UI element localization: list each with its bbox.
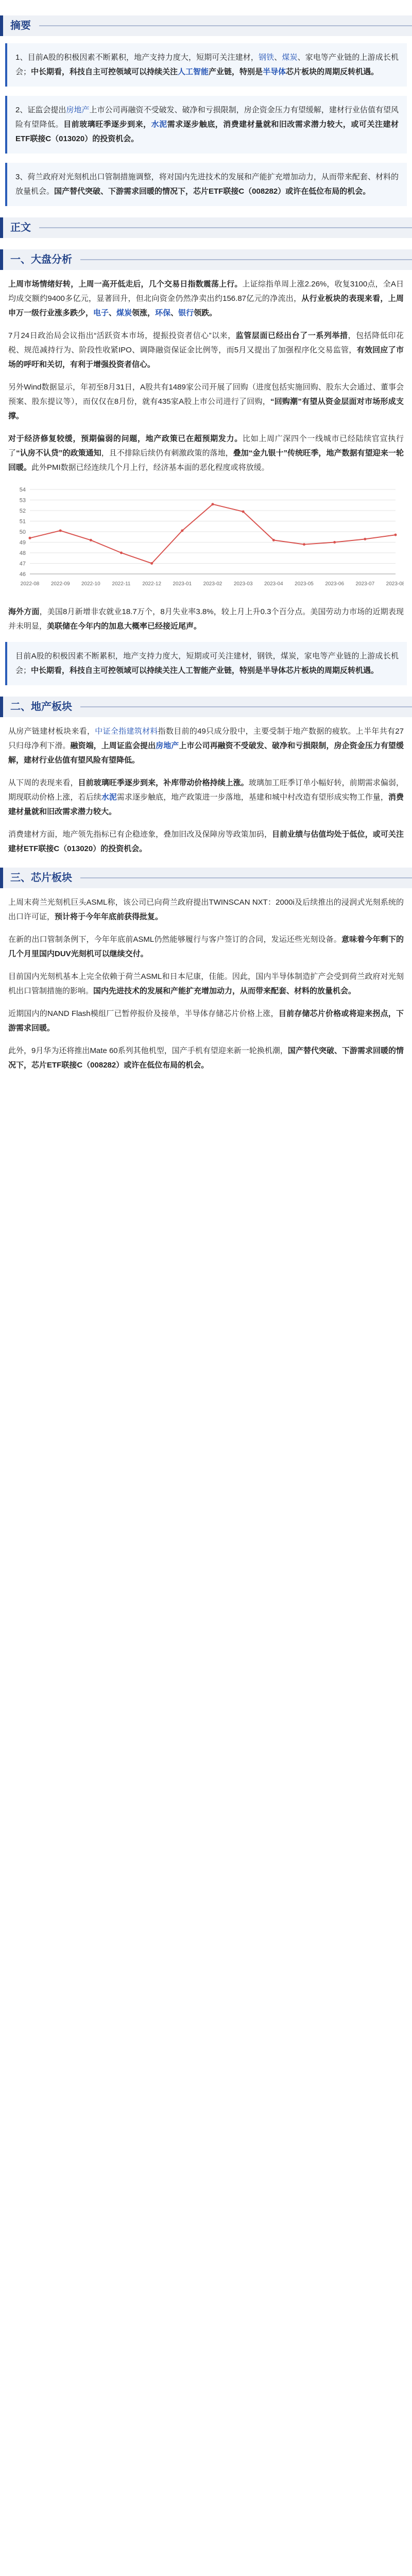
text-segment: 在新的出口管制条例下，今年年底前ASML仍然能够履行与客户签订的合同，发运还些光刻设备。 (8, 935, 341, 944)
text-segment: 目前玻璃旺季逐步到来，补库带动价格持续上涨。 (78, 778, 249, 787)
keyword-highlight[interactable]: 中证全指建筑材料 (95, 727, 158, 736)
x-tick-label: 2022-08 (20, 581, 40, 587)
text-segment: 此外PMI数据已经连续几个月上行，经济基本面的恶化程度或将放缓。 (31, 463, 269, 472)
y-tick-label: 47 (19, 561, 26, 567)
keyword-highlight: 房地产 (156, 741, 179, 750)
divider (39, 25, 412, 26)
section-title: 正文 (10, 222, 31, 233)
section-title: 三、芯片板块 (10, 872, 72, 884)
text-segment: 需求逐步触底，消费建材量就和旧改需求潜力较大，或可关注建材ETF联接C（013020）的投资机会。 (15, 120, 399, 143)
text-segment: 领跌。 (194, 309, 217, 317)
x-tick-label: 2023-06 (325, 581, 345, 587)
section-title: 摘要 (10, 20, 31, 31)
text-segment: 目前业绩与估值均处于低位，或可关注建材ETF联接C（013020）的投资机会。 (8, 830, 404, 853)
paragraph (8, 1007, 404, 1036)
section-header-summary (0, 15, 412, 36)
text-segment: 上市公司再融资不受破发、破净和亏损限制，房企资金压力有望缓解，建材行业估值有望风险有望降低。 (15, 106, 399, 129)
summary-point-3 (5, 163, 407, 206)
keyword-highlight: 煤炭 (116, 309, 132, 317)
x-tick-label: 2023-05 (295, 581, 314, 587)
macro-conclusion (5, 642, 407, 685)
text-segment: 此外，9月华为还将推出Mate 60系列其他机型，国产手机有望迎来新一轮换机潮， (8, 1046, 288, 1055)
text-segment: 1、目前A股的积极因素不断累积，地产支持力度大，短期可关注建材， (15, 53, 259, 62)
data-point (394, 534, 397, 536)
data-point (150, 562, 153, 565)
text-segment: 目前A股的积极因素不断累积，地产支持力度大，短期或可关注建材，钢铁，煤炭，家电等产业链的上游成长机会； (15, 652, 399, 675)
text-segment: 玻璃加工旺季订单小幅好转，前期需求偏弱，期现联动价格上涨，若后续 (8, 778, 404, 802)
data-point (333, 541, 336, 544)
text-segment: ，美国8月新增非农就业18.7万个，8月失业率3.8%，较上月上升0.3个百分点。美国劳动力市场的近期表现并未明显， (8, 607, 404, 631)
paragraph (8, 1044, 404, 1073)
text-segment: “认房不认贷”的政策通知 (16, 449, 101, 457)
data-point (181, 529, 183, 532)
data-point (242, 511, 245, 513)
text-segment: 上市公司再融资不受破发、破净和亏损限制，房企资金压力有望缓解，建材行业估值有望风险有望降低。 (8, 741, 404, 765)
text-segment: “活跃资本市场，提振投资者信心”以来， (94, 331, 236, 340)
y-tick-label: 53 (19, 497, 26, 504)
data-point (364, 538, 366, 540)
keyword-highlight: 半导体 (263, 67, 286, 76)
text-segment: 产业链，特别是 (209, 67, 263, 76)
text-segment: 监管层面已经出台了一系列举措 (235, 331, 348, 340)
keyword-highlight: 水泥 (151, 120, 167, 129)
text-segment: 芯片板块的周期反转机遇。 (286, 67, 379, 76)
text-segment: 国产替代突破、下游需求回暖的情况下，芯片ETF联接C（008282）或许在低位布局的机会。 (8, 1046, 404, 1070)
text-segment: 、 (170, 309, 179, 317)
text-segment: 预计将于今年年底前获得批复。 (55, 912, 163, 921)
x-tick-label: 2023-02 (203, 581, 222, 587)
text-segment: 国产替代突破、下游需求回暖的情况下，芯片ETF联接C（008282）或许在低位布局的机会。 (54, 187, 371, 196)
x-tick-label: 2023-01 (173, 581, 192, 587)
y-tick-label: 46 (19, 571, 26, 578)
x-tick-label: 2023-07 (355, 581, 375, 587)
keyword-highlight: 人工智能 (178, 67, 209, 76)
keyword-highlight: 银行 (178, 309, 194, 317)
text-segment: 上证综指单周上涨2.26%，收复3100点，全A日均成交额约9400多亿元，显著回升，但北向资金仍然净卖出约156.87亿元的净流出， (8, 280, 404, 303)
text-segment: 中长期看，科技自主可控领域可以持续关注 (31, 67, 178, 76)
text-segment: 海外方面 (8, 607, 40, 616)
y-tick-label: 52 (19, 508, 26, 514)
text-segment: 另外Wind数据显示，年初至8月31日，A股共有1489家公司开展了回购（进度包括实施回购、股东大会通过、董事会预案、股东提议等），而仅仅在8月份，就有435家A股上市公司进行了回购， (8, 383, 404, 406)
x-tick-label: 2023-08 (386, 581, 404, 587)
section-title: 二、地产板块 (10, 701, 72, 713)
text-segment: 有效回应了市场的呼吁和关切，有利于增强投资者信心。 (8, 346, 404, 369)
data-point (59, 529, 62, 532)
text-segment: 目前玻璃旺季逐步到来， (63, 120, 151, 129)
text-segment: 指数目前的49只成分股中，主要受制于地产数据的疲软。上半年共有27只归母净利下滑。 (8, 727, 404, 750)
article (0, 0, 412, 1096)
summary-point-2 (5, 96, 407, 154)
text-segment: 目前国内光刻机基本上完全依赖于荷兰ASML和日本尼康，佳能。因此，国内半导体制造扩产会受到荷兰政府对光刻机出口管制措施的影响。 (8, 972, 404, 995)
text-segment: 上周市场情绪好转，上周一高开低走后，几个交易日指数震荡上行。 (8, 280, 243, 289)
section-header-body (0, 217, 412, 238)
data-point (90, 539, 92, 541)
text-segment: 近期国内的NAND Flash模组厂已暂停报价及接单，半导体存储芯片价格上涨， (8, 1009, 279, 1018)
data-point (29, 537, 31, 539)
keyword-highlight: 水泥 (101, 793, 117, 802)
paragraph (8, 933, 404, 961)
divider (80, 877, 412, 878)
paragraph (8, 329, 404, 372)
divider (80, 706, 412, 707)
text-segment: 意味着今年剩下的几个月里国内DUV光刻机可以继续交付。 (8, 935, 404, 958)
keyword-highlight[interactable]: 煤炭 (282, 53, 298, 62)
section-header-realestate (0, 697, 412, 717)
data-point (303, 543, 305, 546)
text-segment: 对于经济修复较缓，预期偏弱的问题，地产政策已在超预期发力。 (8, 434, 243, 443)
paragraph (8, 895, 404, 924)
text-segment: ，包括降低印花税、规范减持行为、阶段性收紧IPO、调降融资保证金比例等，而5月又提出了加强程序化交易监管， (8, 331, 404, 354)
text-segment: 从行业板块的表现来看，上周申万一级行业涨多跌少， (8, 294, 404, 317)
paragraph (8, 970, 404, 998)
paragraph (8, 277, 404, 320)
text-segment: 比如上周广深四个一线城市已经陆续官宣执行了 (8, 434, 404, 457)
paragraph (8, 380, 404, 423)
keyword-highlight[interactable]: 房地产 (66, 106, 90, 114)
x-tick-label: 2022-09 (50, 581, 70, 587)
x-tick-label: 2022-10 (81, 581, 100, 587)
y-tick-label: 54 (19, 487, 26, 493)
text-segment: 、 (109, 309, 117, 317)
text-segment: 美联储在今年内的加息大概率已经接近尾声。 (47, 622, 202, 631)
y-tick-label: 51 (19, 518, 26, 525)
y-tick-label: 50 (19, 529, 26, 535)
keyword-highlight[interactable]: 钢铁 (259, 53, 274, 62)
line-chart (8, 483, 404, 591)
text-segment: 2、证监会提出 (15, 106, 66, 114)
data-point (212, 503, 214, 505)
text-segment: 目前存储芯片价格或将迎来拐点，下游需求回暖。 (8, 1009, 404, 1032)
keyword-highlight: 电子 (93, 309, 109, 317)
paragraph (8, 776, 404, 819)
section-title: 一、大盘分析 (10, 254, 72, 265)
x-tick-label: 2022-11 (112, 581, 131, 587)
pmi-chart (8, 483, 404, 597)
text-segment: 融资端，上周证监会提出 (70, 741, 156, 750)
text-segment: 需求逐步触底，地产政策进一步落地，基建和城中村改造有望形成实物工作量， (116, 793, 388, 802)
text-segment: ，且不排除后续仍有刺激政策的落地， (101, 449, 233, 457)
section-header-macro (0, 249, 412, 270)
x-tick-label: 2023-03 (233, 581, 253, 587)
text-segment: 消费建材方面，地产领先指标已有企稳迹象，叠加旧改及保障房等政策加码， (8, 830, 272, 839)
series-line (30, 504, 396, 564)
data-point (272, 539, 275, 541)
y-tick-label: 48 (19, 550, 26, 556)
paragraph (8, 605, 404, 634)
paragraph (8, 432, 404, 475)
text-segment: 中长期看，科技自主可控领域可以持续关注人工智能产业链，特别是半导体芯片板块的周期反转机遇。 (31, 666, 379, 675)
divider (39, 227, 412, 228)
text-segment: 、家电等产业链的上游成长机会； (15, 53, 399, 76)
text-segment: 上周末荷兰光刻机巨头ASML称，该公司已向荷兰政府提出TWINSCAN NXT：2000i及后续推出的浸润式光刻系统的出口许可证， (8, 898, 404, 921)
paragraph (8, 724, 404, 768)
text-segment: 3、荷兰政府对光刻机出口管制措施调整，将对国内先进技术的发展和产能扩充增加动力，从而带来配套、材料的放量机会。 (15, 173, 399, 196)
divider (80, 259, 412, 260)
keyword-highlight: 环保 (155, 309, 171, 317)
text-segment: 、 (274, 53, 282, 62)
section-header-chip (0, 868, 412, 888)
x-tick-label: 2022-12 (142, 581, 162, 587)
text-segment: 从下周的表现来看， (8, 778, 78, 787)
paragraph (8, 827, 404, 856)
text-segment: 从房产链建材板块来看， (8, 727, 95, 736)
text-segment: 消费建材量就和旧改需求潜力较大。 (8, 793, 404, 816)
text-segment: 领涨， (132, 309, 156, 317)
text-segment: 7月24日政治局会议指出 (8, 331, 94, 340)
text-segment: “回购潮”有望从资金层面对市场形成支撑。 (8, 397, 404, 420)
text-segment: 国内先进技术的发展和产能扩充增加动力，从而带来配套、材料的放量机会。 (93, 987, 356, 995)
text-segment: 叠加“金九银十”传统旺季，地产数据有望迎来一轮回暖。 (8, 449, 404, 472)
summary-point-1 (5, 43, 407, 87)
data-point (120, 552, 123, 554)
x-tick-label: 2023-04 (264, 581, 283, 587)
y-tick-label: 49 (19, 539, 26, 546)
